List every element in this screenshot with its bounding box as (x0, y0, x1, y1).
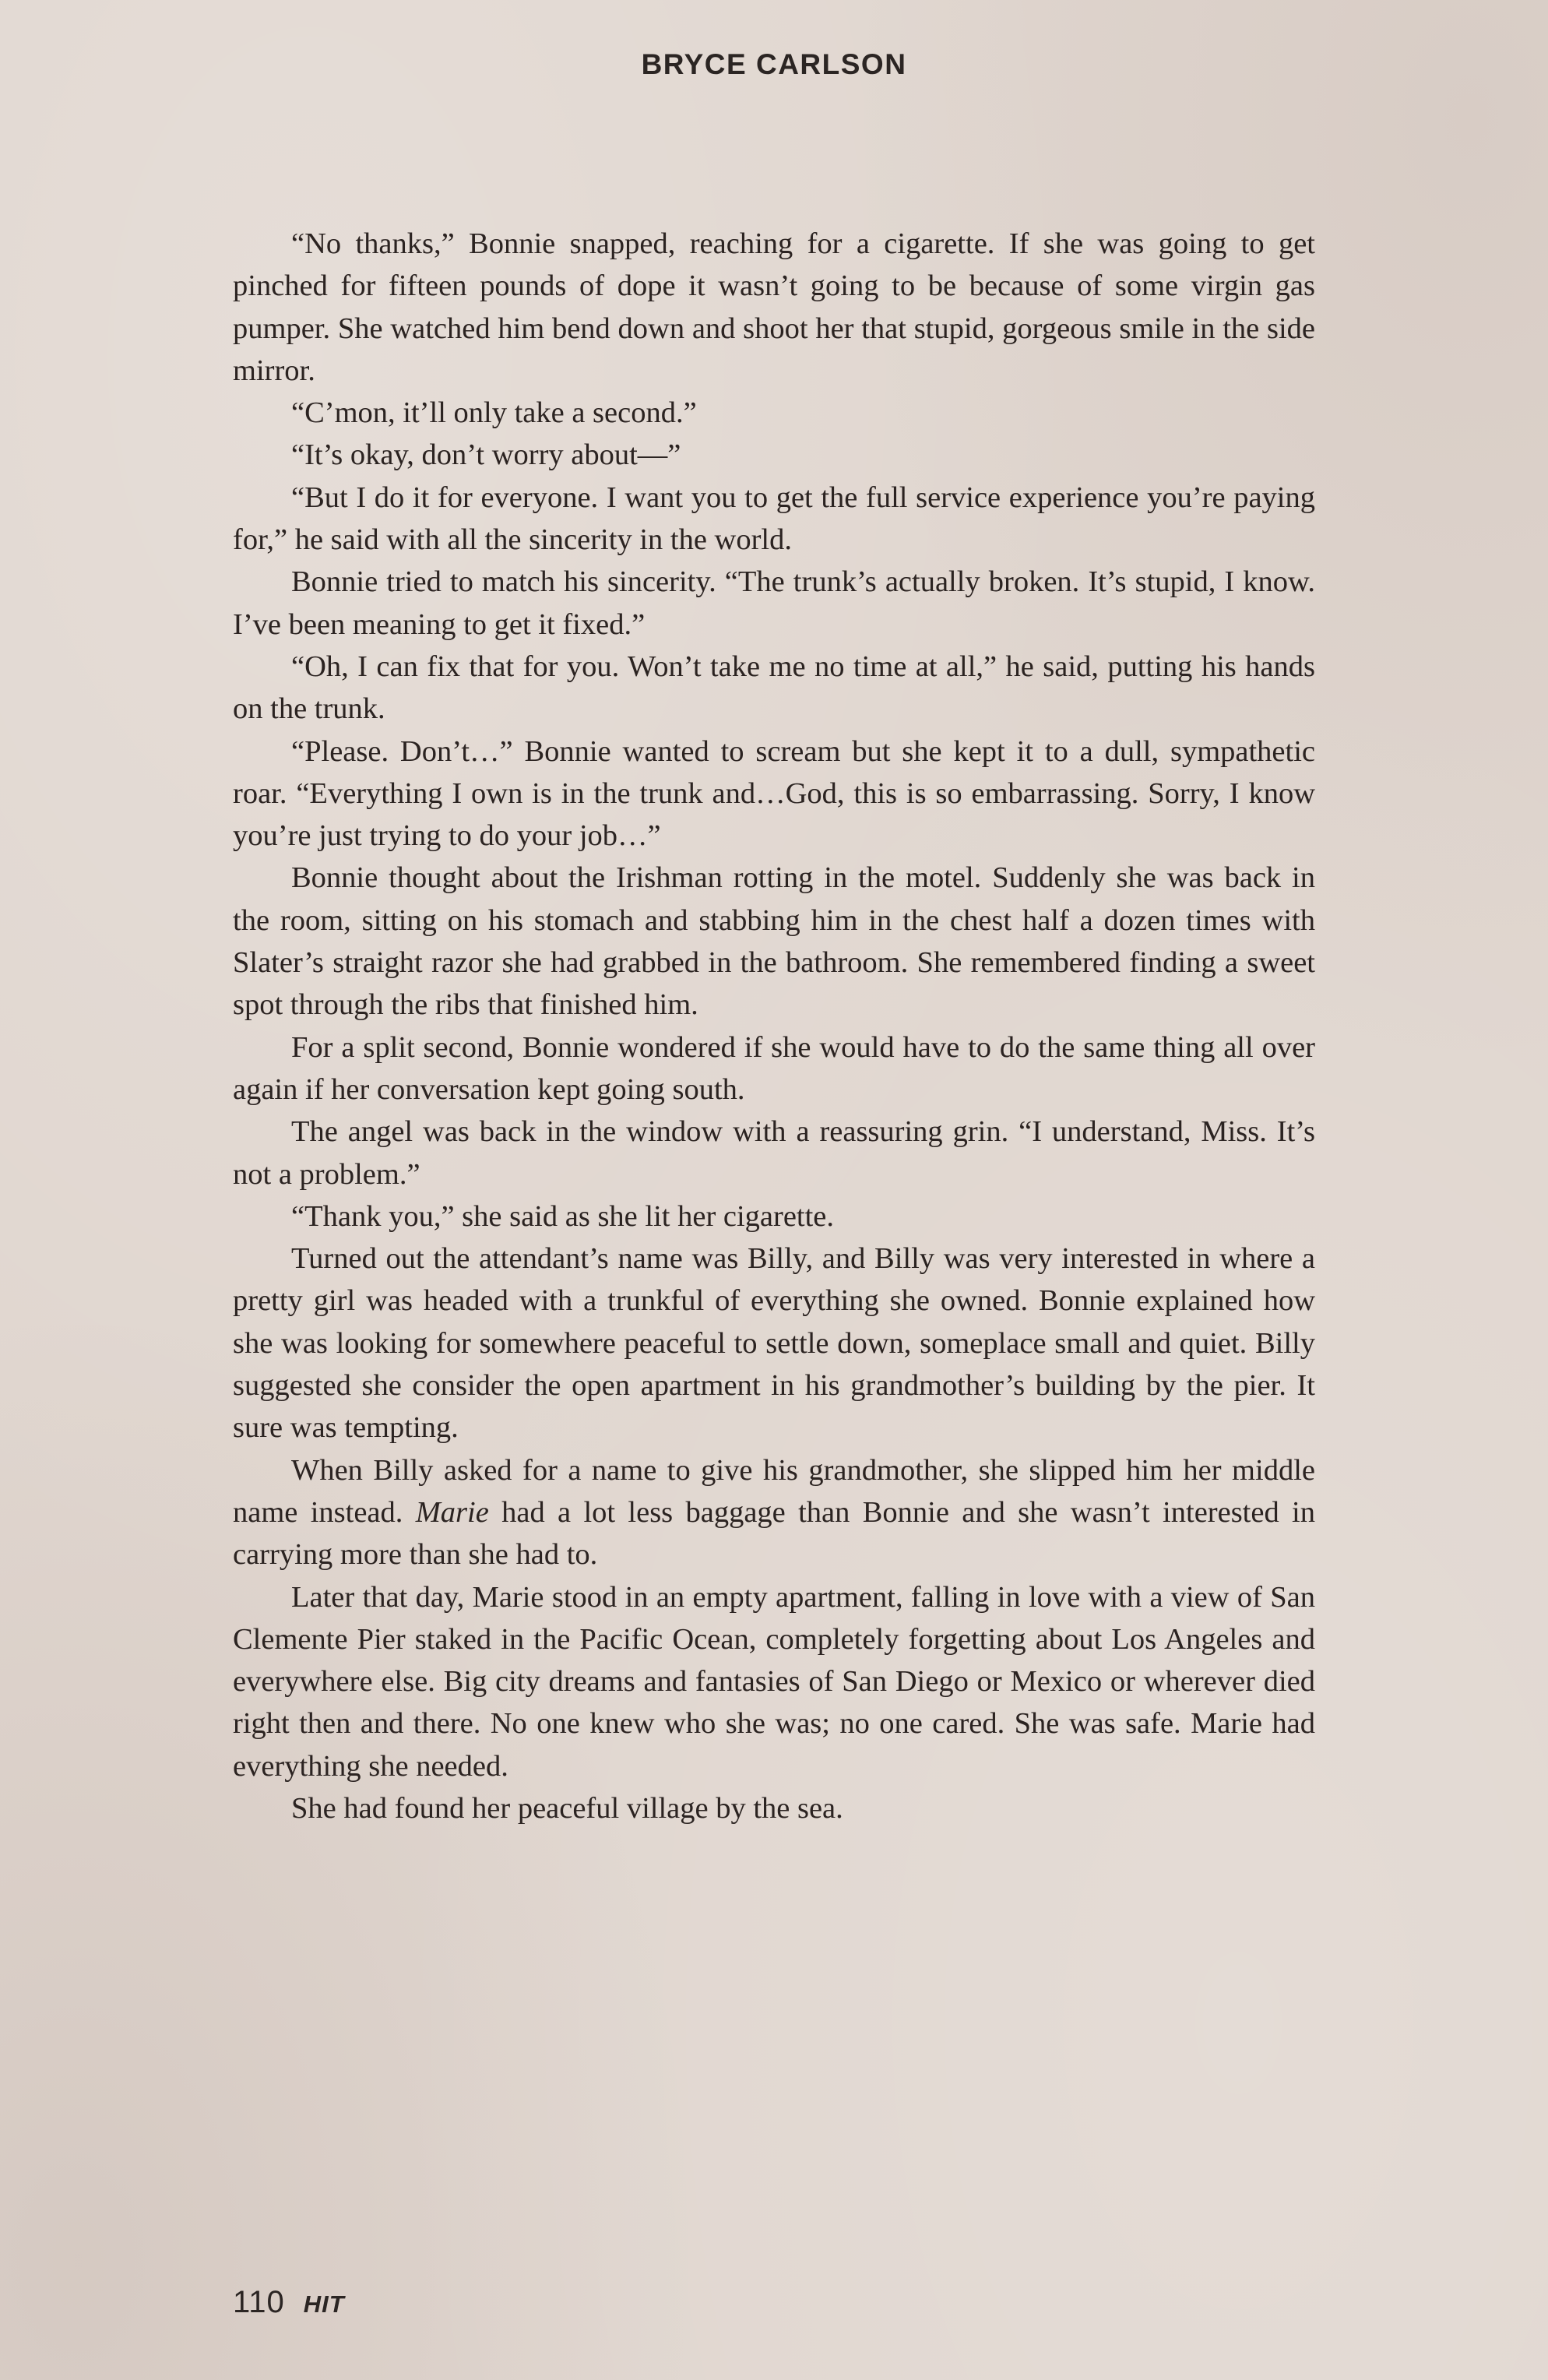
paragraph: Bonnie thought about the Irishman rotting in the motel. Suddenly she was back in the room, sitting on his stomach and stabbing him in the chest half a dozen times with Slater’s straight razor she had grabbed in the bathroom. She remembered finding a sweet spot through the ribs that finished him. (233, 861, 1315, 1022)
paragraph: “It’s okay, don’t worry about—” (291, 438, 681, 472)
paragraph: The angel was back in the window with a reassuring grin. “I understand, Miss. It’s not a problem.” (233, 1115, 1315, 1191)
paragraph: “Oh, I can fix that for you. Won’t take me no time at all,” he said, putting his hands on the trunk. (233, 650, 1315, 726)
paragraph: “Please. Don’t…” Bonnie wanted to scream but she kept it to a dull, sympathetic roar. “Everything I own is in the trunk and…God, this is so embarrassing. Sorry, I know you’re just trying to do your job…” (233, 734, 1315, 853)
paragraph-marie (233, 1449, 1315, 1576)
paragraph: “But I do it for everyone. I want you to get the full service experience you’re paying for,” he said with all the sincerity in the world. (233, 481, 1315, 557)
paragraph: For a split second, Bonnie wondered if she would have to do the same thing all over again if her conversation kept going south. (233, 1030, 1315, 1106)
page-number: 110 (233, 2285, 285, 2319)
marie-text-after: had a lot less baggage than Bonnie and she wasn’t interested in carrying more than she had to. (233, 1495, 1315, 1572)
paragraph: Later that day, Marie stood in an empty apartment, falling in love with a view of San Clemente Pier staked in the Pacific Ocean, completely forgetting about Los Angeles and everywhere else. Big city dreams and fantasies of San Diego or Mexico or wherever died right then and there. No one knew who she was; no one cared. She was safe. Marie had everything she needed. (233, 1580, 1315, 1783)
marie-text-before: When Billy asked for a name to give his grandmother, she slipped him her middle name instead. (233, 1453, 1315, 1529)
body-text (233, 223, 1315, 1829)
paragraph: Turned out the attendant’s name was Billy, and Billy was very interested in where a pretty girl was headed with a trunkful of everything she owned. Bonnie explained how she was looking for somewhere peaceful to settle down, someplace small and quiet. Billy suggested she consider the open apartment in his grandmother’s building by the pier. It sure was tempting. (233, 1242, 1315, 1445)
marie-emphasis: Marie (415, 1495, 489, 1529)
paragraph: “Thank you,” she said as she lit her cigarette. (291, 1199, 835, 1233)
book-title: HIT (303, 2290, 345, 2318)
paragraph: “C’mon, it’ll only take a second.” (291, 396, 697, 430)
paragraph: “No thanks,” Bonnie snapped, reaching for a cigarette. If she was going to get pinched for fifteen pounds of dope it wasn’t going to be because of some virgin gas pumper. She watched him bend down and shoot her that stupid, gorgeous smile in the side mirror. (233, 227, 1315, 387)
running-head-author: BRYCE CARLSON (641, 48, 907, 80)
paragraph: She had found her peaceful village by the sea. (291, 1791, 843, 1825)
paragraph: Bonnie tried to match his sincerity. “The trunk’s actually broken. It’s stupid, I know. I’ve been meaning to get it fixed.” (233, 565, 1315, 641)
page-footer (233, 2285, 345, 2320)
